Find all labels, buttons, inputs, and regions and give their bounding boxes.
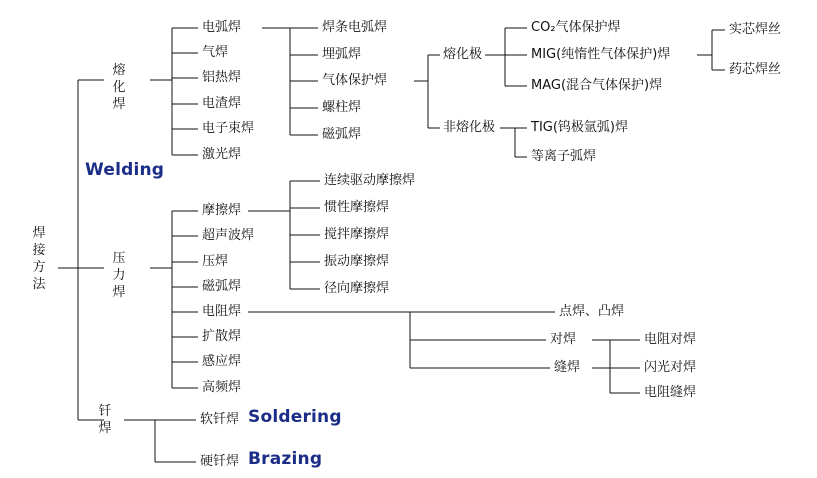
node-continuous-drive-friction-welding: 连续驱动摩擦焊 — [324, 173, 416, 188]
node-melting-welding: 熔化焊 — [112, 63, 126, 112]
node-spot-projection-welding: 点焊、凸焊 — [559, 304, 625, 319]
node-resistance-seam-welding: 电阻缝焊 — [644, 385, 697, 400]
node-seam-welding: 缝焊 — [554, 360, 581, 375]
node-magnetic-arc-pressure-welding: 磁弧焊 — [202, 279, 242, 294]
label-brazing-en: Brazing — [248, 449, 323, 469]
node-vibration-friction-welding: 振动摩擦焊 — [324, 254, 390, 269]
node-plasma-arc-welding: 等离子弧焊 — [531, 149, 597, 164]
node-gas-welding: 气焊 — [202, 45, 229, 60]
node-arc-welding: 电弧焊 — [202, 20, 242, 35]
node-mag-welding: MAG(混合气体保护)焊 — [531, 78, 663, 93]
node-tig-welding: TIG(钨极氩弧)焊 — [531, 120, 628, 135]
node-radial-friction-welding: 径向摩擦焊 — [324, 281, 390, 296]
node-non-consumable-electrode: 非熔化极 — [443, 120, 496, 135]
node-press-welding: 压焊 — [202, 254, 229, 269]
node-flash-butt-welding: 闪光对焊 — [644, 360, 697, 375]
node-induction-welding: 感应焊 — [202, 354, 242, 369]
node-electroslag-welding: 电渣焊 — [202, 96, 242, 111]
node-butt-welding: 对焊 — [550, 332, 577, 347]
node-solid-wire: 实芯焊丝 — [729, 22, 782, 37]
node-resistance-welding: 电阻焊 — [202, 304, 242, 319]
node-stud-welding: 螺柱焊 — [322, 100, 362, 115]
node-inertia-friction-welding: 惯性摩擦焊 — [324, 200, 390, 215]
node-flux-cored-wire: 药芯焊丝 — [729, 62, 782, 77]
node-consumable-electrode: 熔化极 — [443, 47, 483, 62]
label-soldering-en: Soldering — [248, 407, 342, 427]
node-smaw: 焊条电弧焊 — [322, 20, 388, 35]
node-high-frequency-welding: 高频焊 — [202, 380, 242, 395]
node-saw: 埋弧焊 — [322, 47, 362, 62]
node-resistance-butt-welding: 电阻对焊 — [644, 332, 697, 347]
node-mig-welding: MIG(纯惰性气体保护)焊 — [531, 47, 671, 62]
node-laser-welding: 激光焊 — [202, 147, 242, 162]
node-magnetic-arc-welding: 磁弧焊 — [322, 127, 362, 142]
node-electron-beam-welding: 电子束焊 — [202, 121, 255, 136]
node-gas-shielded-welding: 气体保护焊 — [322, 73, 388, 88]
node-friction-welding: 摩擦焊 — [202, 203, 242, 218]
node-ultrasonic-welding: 超声波焊 — [202, 228, 255, 243]
node-diffusion-welding: 扩散焊 — [202, 329, 242, 344]
root-node-label: 焊接方法 — [32, 226, 46, 292]
label-welding-en: Welding — [85, 160, 165, 180]
node-pressure-welding: 压力焊 — [112, 251, 126, 300]
node-brazing: 钎焊 — [98, 404, 112, 436]
node-thermite-welding: 铝热焊 — [202, 70, 242, 85]
node-friction-stir-welding: 搅拌摩擦焊 — [324, 227, 390, 242]
node-soldering: 软钎焊 — [200, 412, 240, 427]
node-co2-welding: CO₂气体保护焊 — [531, 20, 621, 35]
node-brazing-hard: 硬钎焊 — [200, 454, 240, 469]
